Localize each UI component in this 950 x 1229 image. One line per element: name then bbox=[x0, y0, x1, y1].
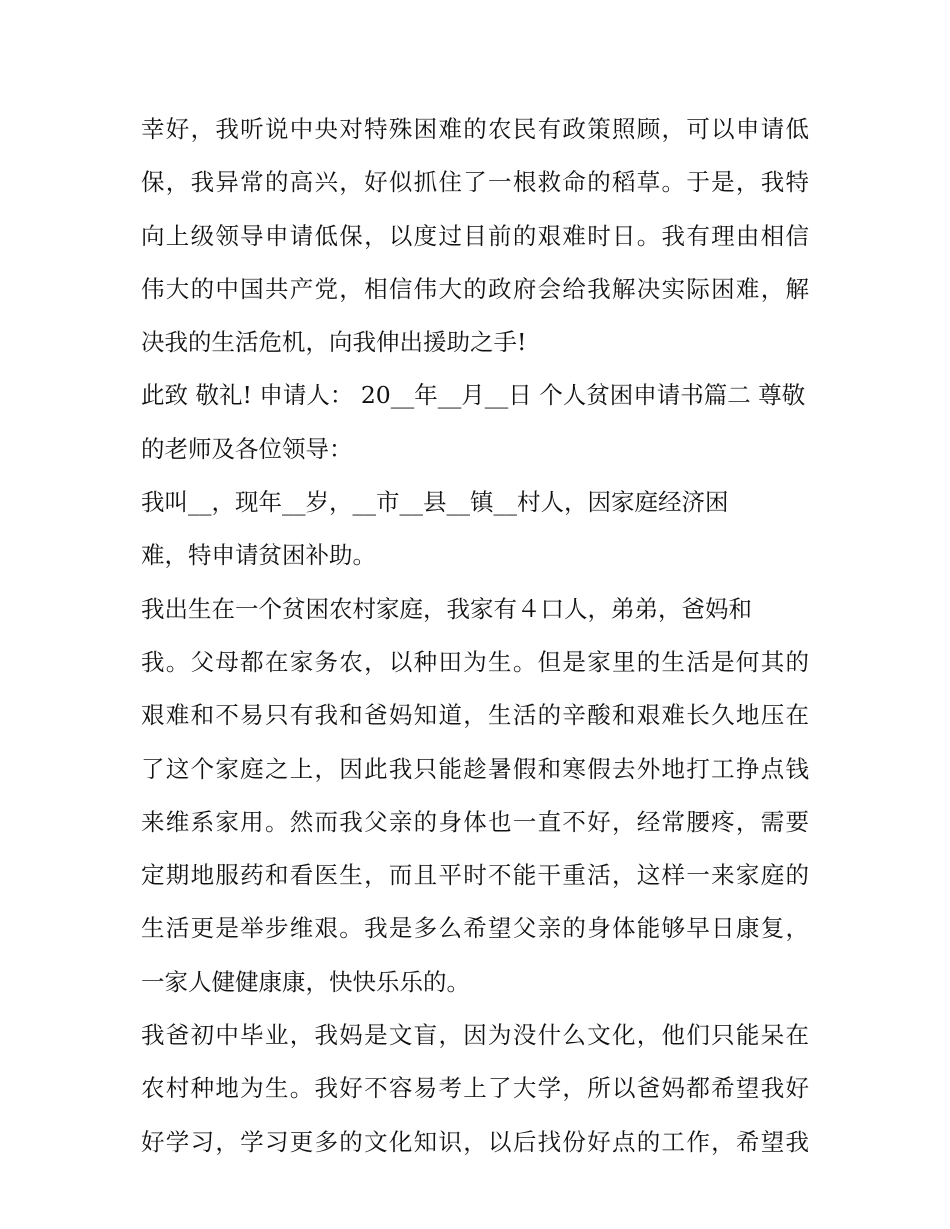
text-line: 伟大的中国共产党，相信伟大的政府会给我解决实际困难，解 bbox=[141, 274, 809, 303]
text-line: 难，特申请贫困补助。 bbox=[141, 541, 376, 570]
text-line: 来维系家用。然而我父亲的身体也一直不好，经常腰疼，需要 bbox=[141, 807, 809, 836]
document-body bbox=[141, 103, 821, 1169]
text-line: 保，我异常的高兴，好似抓住了一根救命的稻草。于是，我特 bbox=[141, 168, 809, 197]
text-line: 农村种地为生。我好不容易考上了大学，所以爸妈都希望我好 bbox=[141, 1074, 809, 1103]
text-line: 向上级领导申请低保，以度过目前的艰难时日。我有理由相信 bbox=[141, 221, 809, 250]
text-line: 我爸初中毕业，我妈是文盲，因为没什么文化，他们只能呆在 bbox=[141, 1021, 809, 1050]
text-line: 我叫__，现年__岁，__市__县__镇__村人，因家庭经济困 bbox=[141, 488, 729, 517]
text-line: 幸好，我听说中央对特殊困难的农民有政策照顾，可以申请低 bbox=[141, 115, 809, 143]
text-line: 决我的生活危机，向我伸出援助之手! bbox=[141, 328, 527, 357]
text-line: 艰难和不易只有我和爸妈知道，生活的辛酸和艰难长久地压在 bbox=[141, 701, 809, 730]
text-line: 此致 敬礼! 申请人： 20__年__月__日 个人贫困申请书篇二 尊敬 bbox=[141, 381, 806, 410]
text-line: 生活更是举步维艰。我是多么希望父亲的身体能够早日康复， bbox=[141, 914, 809, 943]
text-line: 的老师及各位领导： bbox=[141, 434, 353, 463]
text-line: 定期地服药和看医生，而且平时不能干重活，这样一来家庭的 bbox=[141, 861, 809, 890]
text-line: 一家人健健康康，快快乐乐的。 bbox=[141, 967, 470, 996]
text-line: 好学习，学习更多的文化知识，以后找份好点的工作，希望我 bbox=[141, 1127, 809, 1156]
text-line: 了这个家庭之上，因此我只能趁暑假和寒假去外地打工挣点钱 bbox=[141, 754, 809, 783]
text-line: 我。父母都在家务农，以种田为生。但是家里的生活是何其的 bbox=[141, 647, 809, 676]
text-line: 我出生在一个贫困农村家庭，我家有４口人，弟弟，爸妈和 bbox=[141, 594, 752, 623]
